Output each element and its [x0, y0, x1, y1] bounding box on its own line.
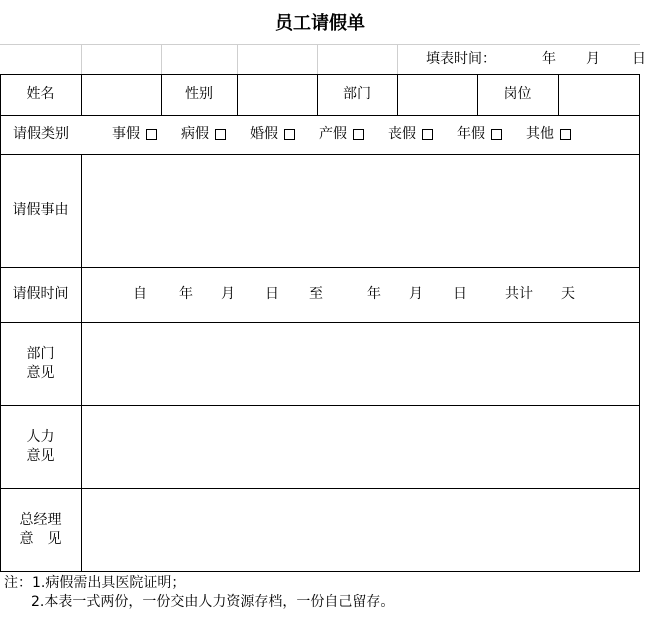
fill-date-day: 日 [632, 50, 646, 67]
fill-date-area [400, 44, 646, 74]
note-line-2: 2.本表一式两份，一份交由人力资源存档，一份自己留存。 [31, 594, 395, 610]
checkbox[interactable] [422, 129, 433, 140]
name-field[interactable] [82, 75, 161, 115]
end-day: 日 [453, 286, 467, 303]
end-month: 月 [409, 286, 423, 303]
leave-option-bereavement[interactable]: 丧假 [388, 125, 433, 144]
note-line-1: 注：1.病假需出具医院证明； [4, 575, 186, 591]
gm-approval-field[interactable] [82, 489, 639, 571]
leave-type-options [112, 115, 640, 154]
hr-approval-field[interactable] [82, 406, 639, 488]
position-field[interactable] [559, 75, 639, 115]
reason-field[interactable] [82, 155, 639, 267]
start-day: 日 [265, 286, 279, 303]
dept-approval-label: 部门 意见 [26, 345, 55, 381]
leave-option-marriage[interactable]: 婚假 [250, 125, 295, 144]
fill-date-label: 填表时间： [426, 50, 496, 67]
leave-time-area[interactable] [82, 267, 639, 322]
gender-field[interactable] [238, 75, 317, 115]
leave-option-other[interactable]: 其他 [526, 125, 571, 144]
reason-label: 请假事由 [12, 202, 69, 219]
checkbox[interactable] [560, 129, 571, 140]
leave-time-label: 请假时间 [12, 286, 69, 303]
gm-approval-label: 总经理 意 见 [19, 511, 62, 547]
form-title: 员工请假单 [275, 13, 365, 34]
start-year: 年 [179, 286, 193, 303]
dept-label: 部门 [343, 86, 371, 103]
leave-option-sick[interactable]: 病假 [181, 125, 226, 144]
checkbox[interactable] [284, 129, 295, 140]
leave-type-label: 请假类别 [13, 126, 69, 143]
leave-option-maternity[interactable]: 产假 [319, 125, 364, 144]
from-label: 自 [133, 286, 147, 303]
fill-date-month: 月 [586, 50, 600, 67]
gender-label: 性别 [185, 86, 213, 103]
to-label: 至 [309, 286, 323, 303]
position-label: 岗位 [503, 86, 532, 103]
end-year: 年 [367, 286, 381, 303]
checkbox[interactable] [146, 129, 157, 140]
start-month: 月 [221, 286, 235, 303]
fill-date-year: 年 [542, 50, 556, 67]
dept-field[interactable] [398, 75, 477, 115]
checkbox[interactable] [215, 129, 226, 140]
hr-approval-label: 人力 意见 [26, 428, 55, 464]
total-label: 共计 [505, 286, 533, 303]
leave-option-personal[interactable]: 事假 [112, 125, 157, 144]
checkbox[interactable] [491, 129, 502, 140]
name-label: 姓名 [26, 86, 55, 103]
checkbox[interactable] [353, 129, 364, 140]
dept-approval-field[interactable] [82, 323, 639, 405]
total-unit: 天 [561, 286, 575, 303]
leave-option-annual[interactable]: 年假 [457, 125, 502, 144]
